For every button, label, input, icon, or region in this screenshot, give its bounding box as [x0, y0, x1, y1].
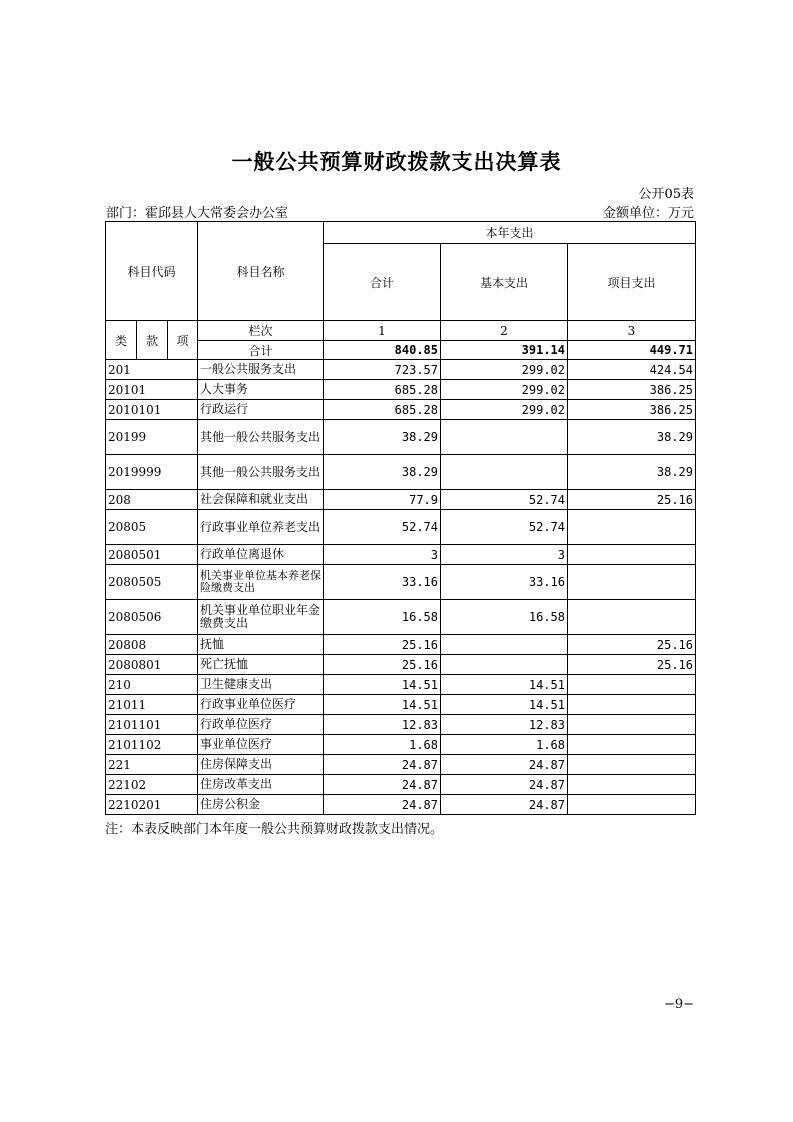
- row-project: 424.54: [568, 360, 696, 380]
- total-sum: 840.85: [324, 341, 441, 360]
- table-row: [106, 360, 696, 380]
- row-code: 20199: [106, 420, 198, 455]
- row-total: 1.68: [324, 735, 441, 755]
- row-project: 38.29: [568, 455, 696, 490]
- row-basic: [441, 635, 568, 655]
- row-basic: [441, 455, 568, 490]
- row-basic: 24.87: [441, 755, 568, 775]
- row-code: 2080501: [106, 545, 198, 565]
- table-row: [106, 655, 696, 675]
- row-name: 行政事业单位养老支出: [198, 510, 324, 545]
- row-project: [568, 715, 696, 735]
- table-row: [106, 600, 696, 635]
- row-project: 386.25: [568, 400, 696, 420]
- row-code: 2019999: [106, 455, 198, 490]
- header-lei: 类: [106, 321, 137, 360]
- row-name: 其他一般公共服务支出: [198, 420, 324, 455]
- row-project: [568, 675, 696, 695]
- row-total: 33.16: [324, 565, 441, 600]
- row-code: 2080505: [106, 565, 198, 600]
- row-name: 住房公积金: [198, 795, 324, 815]
- row-project: [568, 735, 696, 755]
- row-code: 2101102: [106, 735, 198, 755]
- table-row: [106, 400, 696, 420]
- row-basic: 33.16: [441, 565, 568, 600]
- page-title: 一般公共预算财政拨款支出决算表: [231, 149, 562, 174]
- row-project: [568, 695, 696, 715]
- row-name: 行政事业单位医疗: [198, 695, 324, 715]
- row-project: [568, 510, 696, 545]
- row-project: [568, 755, 696, 775]
- row-total: 723.57: [324, 360, 441, 380]
- page-number: −9−: [663, 997, 694, 1012]
- row-project: [568, 600, 696, 635]
- row-project: [568, 545, 696, 565]
- row-project: [568, 565, 696, 600]
- header-code: 科目代码: [106, 222, 198, 321]
- header-basic: 基本支出: [441, 244, 568, 321]
- row-total: 14.51: [324, 695, 441, 715]
- row-name: 抚恤: [198, 635, 324, 655]
- row-basic: 14.51: [441, 675, 568, 695]
- table-row: [106, 380, 696, 400]
- header-current-year: 本年支出: [324, 222, 696, 244]
- row-code: 208: [106, 490, 198, 510]
- row-name: 行政运行: [198, 400, 324, 420]
- total-label: 合计: [198, 341, 324, 360]
- row-total: 25.16: [324, 635, 441, 655]
- row-basic: 52.74: [441, 490, 568, 510]
- row-code: 2080506: [106, 600, 198, 635]
- row-code: 20808: [106, 635, 198, 655]
- header-col1: 1: [324, 321, 441, 341]
- row-name: 卫生健康支出: [198, 675, 324, 695]
- row-name: 人大事务: [198, 380, 324, 400]
- row-total: 38.29: [324, 455, 441, 490]
- row-name: 住房改革支出: [198, 775, 324, 795]
- row-code: 210: [106, 675, 198, 695]
- row-code: 2101101: [106, 715, 198, 735]
- row-project: 386.25: [568, 380, 696, 400]
- row-code: 22102: [106, 775, 198, 795]
- row-code: 20101: [106, 380, 198, 400]
- row-project: [568, 775, 696, 795]
- row-total: 77.9: [324, 490, 441, 510]
- header-row-1: [106, 222, 696, 244]
- row-name: 事业单位医疗: [198, 735, 324, 755]
- row-code: 201: [106, 360, 198, 380]
- header-column-no: 栏次: [198, 321, 324, 341]
- header-xiang: 项: [168, 321, 198, 360]
- row-basic: 14.51: [441, 695, 568, 715]
- row-name: 机关事业单位职业年金缴费支出: [198, 600, 324, 635]
- header-row-3: [106, 321, 696, 341]
- row-basic: 3: [441, 545, 568, 565]
- row-code: 21011: [106, 695, 198, 715]
- row-total: 38.29: [324, 420, 441, 455]
- row-project: 25.16: [568, 635, 696, 655]
- row-total: 685.28: [324, 380, 441, 400]
- table-row: [106, 420, 696, 455]
- row-project: 38.29: [568, 420, 696, 455]
- row-basic: 299.02: [441, 400, 568, 420]
- row-total: 14.51: [324, 675, 441, 695]
- amount-unit-label: 金额单位：万元: [602, 206, 694, 221]
- table-row: [106, 695, 696, 715]
- row-basic: 299.02: [441, 380, 568, 400]
- row-basic: 16.58: [441, 600, 568, 635]
- row-basic: [441, 420, 568, 455]
- row-name: 机关事业单位基本养老保险缴费支出: [198, 565, 324, 600]
- header-project: 项目支出: [568, 244, 696, 321]
- row-basic: 24.87: [441, 775, 568, 795]
- row-total: 16.58: [324, 600, 441, 635]
- row-code: 221: [106, 755, 198, 775]
- row-basic: 1.68: [441, 735, 568, 755]
- row-project: 25.16: [568, 490, 696, 510]
- row-total: 24.87: [324, 775, 441, 795]
- row-basic: 52.74: [441, 510, 568, 545]
- row-total: 24.87: [324, 795, 441, 815]
- table-row: [106, 795, 696, 815]
- row-name: 行政单位离退休: [198, 545, 324, 565]
- row-code: 2080801: [106, 655, 198, 675]
- row-name: 行政单位医疗: [198, 715, 324, 735]
- row-total: 685.28: [324, 400, 441, 420]
- row-total: 12.83: [324, 715, 441, 735]
- form-number: 公开05表: [638, 187, 694, 202]
- row-basic: 12.83: [441, 715, 568, 735]
- header-col2: 2: [441, 321, 568, 341]
- row-name: 其他一般公共服务支出: [198, 455, 324, 490]
- row-basic: [441, 655, 568, 675]
- table-row: [106, 565, 696, 600]
- table-row: [106, 775, 696, 795]
- table-row: [106, 715, 696, 735]
- row-total: 52.74: [324, 510, 441, 545]
- header-total: 合计: [324, 244, 441, 321]
- row-name: 住房保障支出: [198, 755, 324, 775]
- table-row: [106, 635, 696, 655]
- row-code: 2010101: [106, 400, 198, 420]
- row-code: 20805: [106, 510, 198, 545]
- total-basic: 391.14: [441, 341, 568, 360]
- table-row: [106, 455, 696, 490]
- table-row: [106, 545, 696, 565]
- header-name: 科目名称: [198, 222, 324, 321]
- expenditure-table: [105, 221, 696, 815]
- table-row: [106, 490, 696, 510]
- total-project: 449.71: [568, 341, 696, 360]
- department-label: 部门：霍邱县人大常委会办公室: [106, 206, 289, 221]
- table-row: [106, 675, 696, 695]
- row-name: 死亡抚恤: [198, 655, 324, 675]
- row-total: 3: [324, 545, 441, 565]
- row-total: 24.87: [324, 755, 441, 775]
- row-basic: 24.87: [441, 795, 568, 815]
- header-col3: 3: [568, 321, 696, 341]
- row-name: 社会保障和就业支出: [198, 490, 324, 510]
- row-code: 2210201: [106, 795, 198, 815]
- table-row: [106, 755, 696, 775]
- row-total: 25.16: [324, 655, 441, 675]
- row-basic: 299.02: [441, 360, 568, 380]
- row-project: 25.16: [568, 655, 696, 675]
- table-row: [106, 510, 696, 545]
- row-project: [568, 795, 696, 815]
- row-name: 一般公共服务支出: [198, 360, 324, 380]
- table-row: [106, 735, 696, 755]
- header-kuan: 款: [137, 321, 168, 360]
- table-note: 注：本表反映部门本年度一般公共预算财政拨款支出情况。: [105, 822, 444, 837]
